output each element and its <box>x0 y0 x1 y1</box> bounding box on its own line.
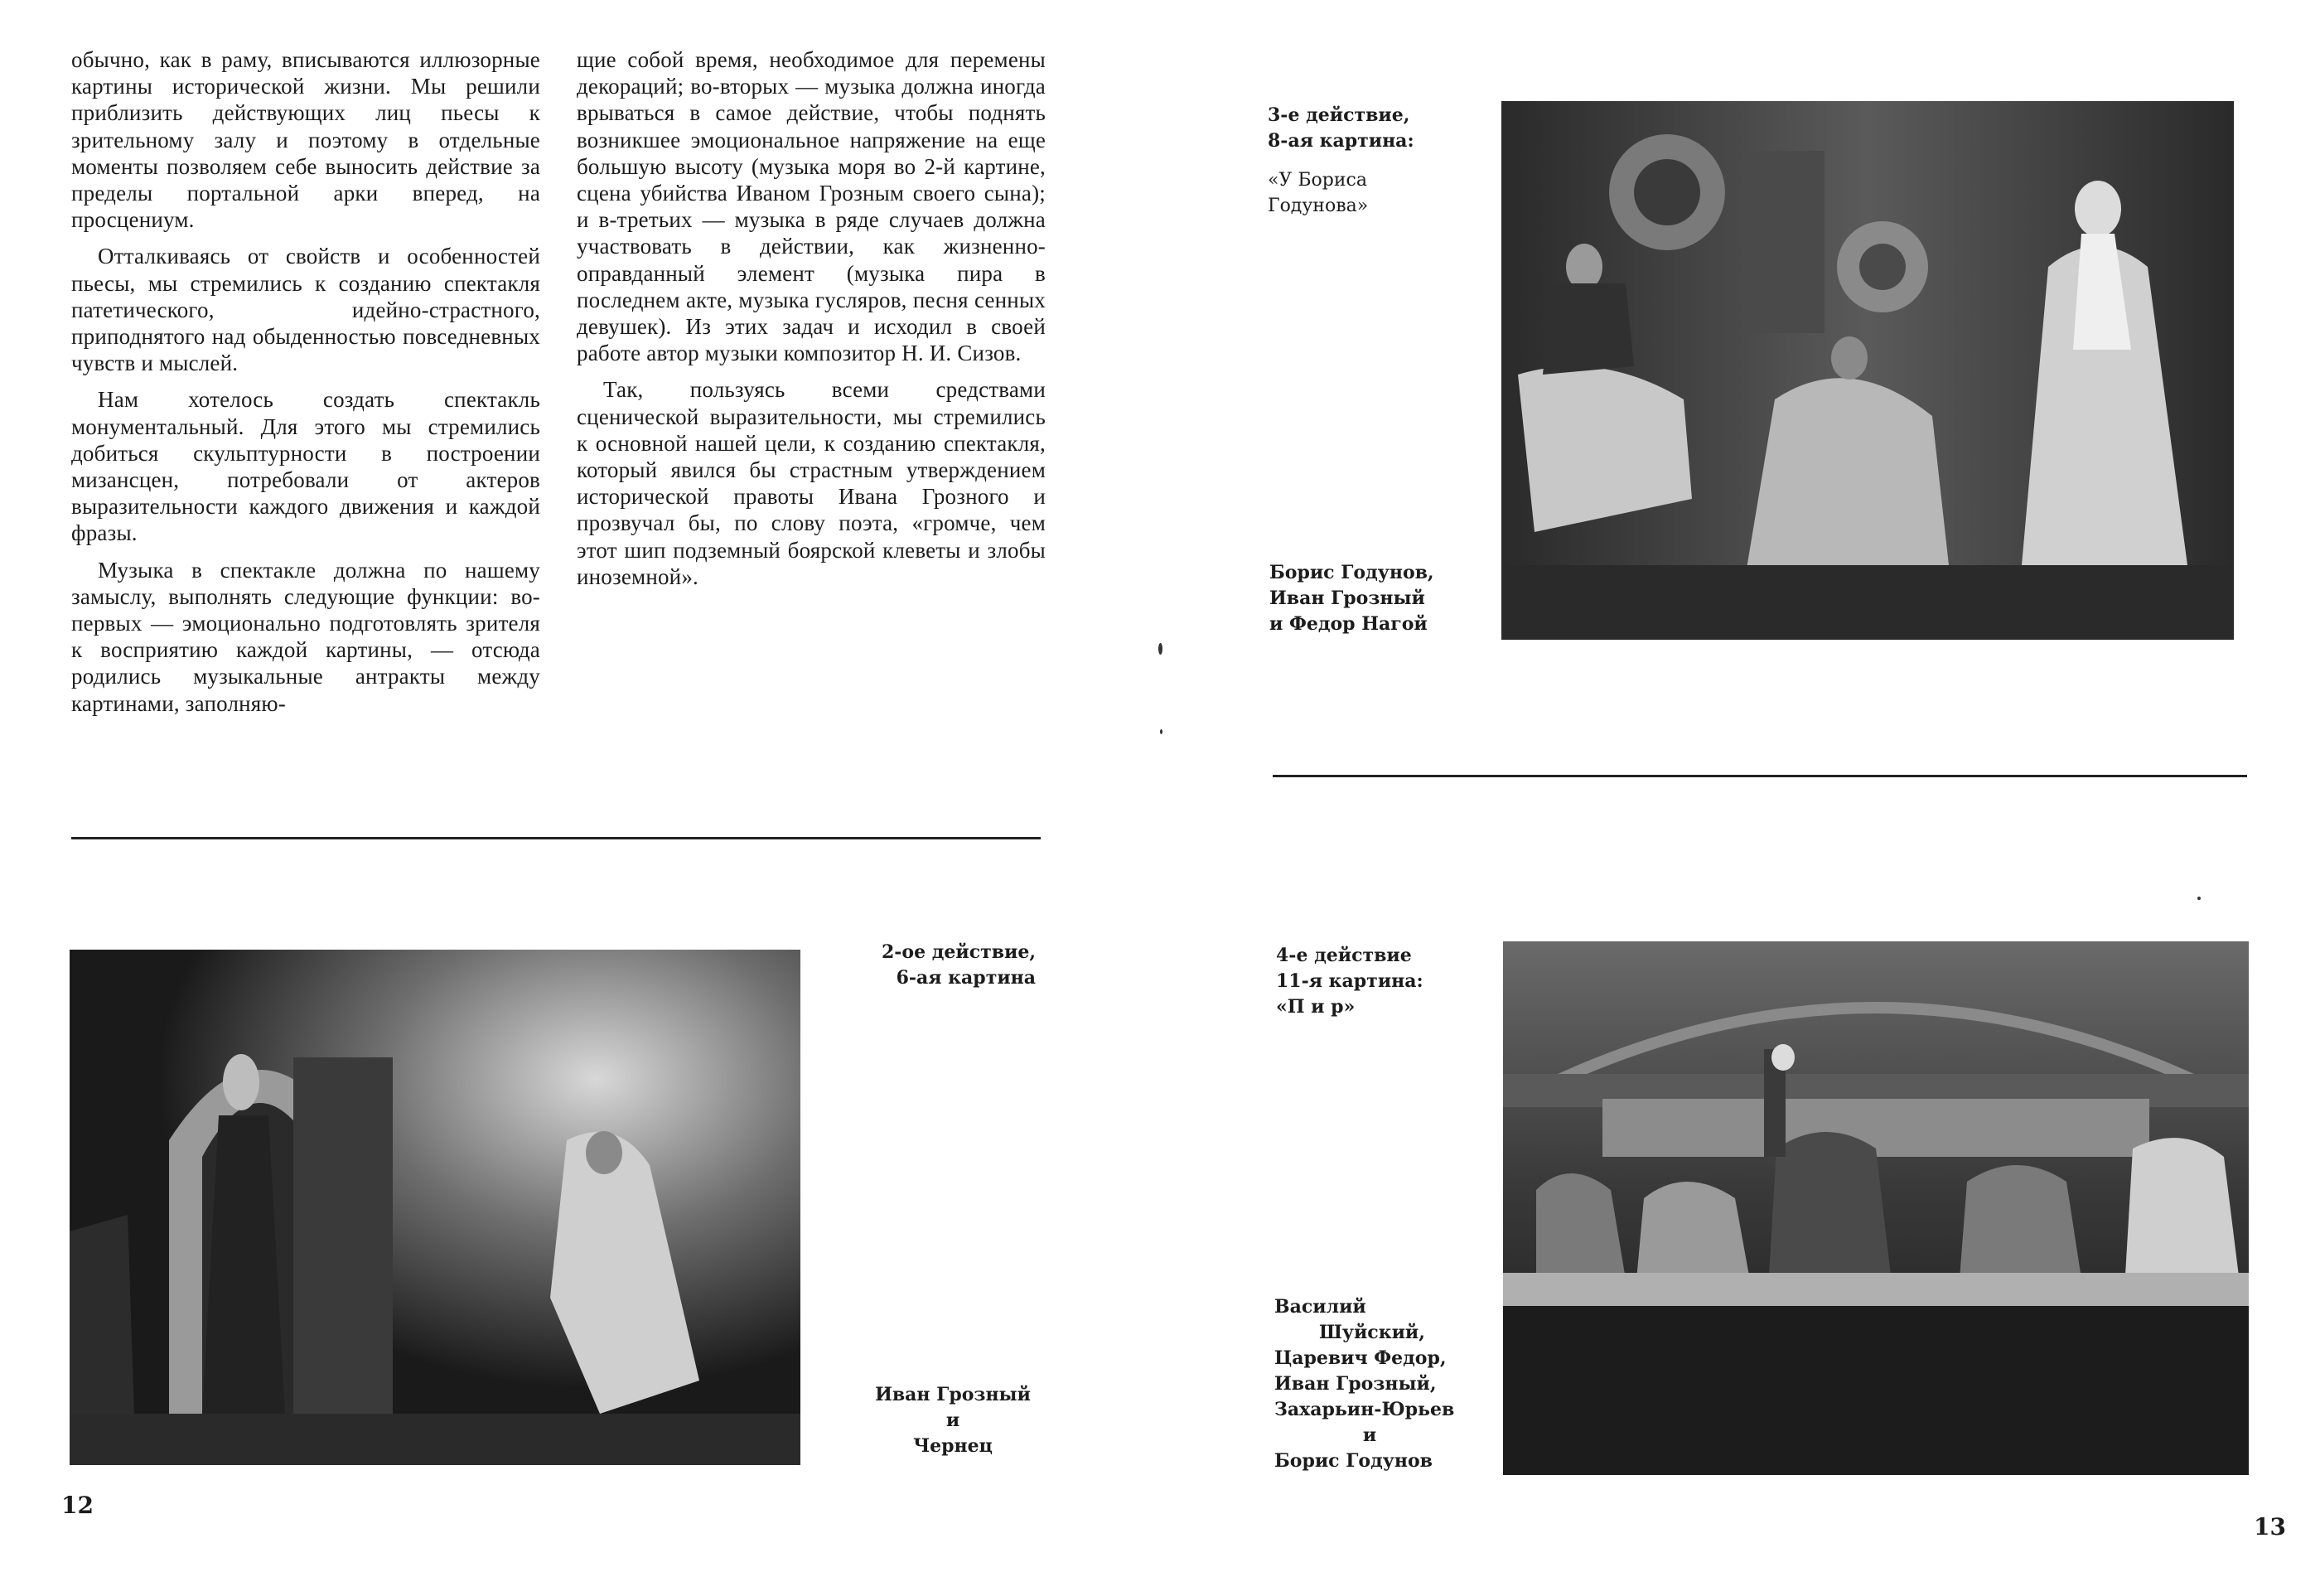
scan-speck <box>1158 643 1162 655</box>
page-number-right: 13 <box>2254 1513 2286 1540</box>
caption-line: «П и р» <box>1276 996 1356 1018</box>
caption-line: Чернец <box>913 1435 993 1457</box>
caption-line: Годунова» <box>1268 196 1369 216</box>
caption-act2 <box>862 940 1036 991</box>
caption-line: 2-ое действие, <box>881 941 1036 963</box>
caption-act3 <box>1268 103 1458 219</box>
caption-line: 8-ая картина: <box>1268 130 1414 152</box>
divider-rule <box>1273 775 2247 777</box>
paragraph: Музыка в спектакле должна по нашему замыслу, выполнять следующие функции: во-первых — эмоционально подготовлять зрителя к восприятию каждой картины, — отсюда родились музыкальные антракты между картинами, заполняю- <box>71 557 540 716</box>
paragraph: щие собой время, необходимое для перемены декораций; во-вторых — музыка должна иногда врываться в самое действие, чтобы поднять возникшее эмоциональное напряжение на еще большую высоту (музыка моря во 2-й картине, сцена убийства Иваном Грозным своего сына); и в-третьих — музыка в ряде случаев должна участвовать в действии, как жизненно-оправданный элемент (музыка пира в последнем акте, музыка гусляров, песня сенных девушек). Из этих задач и исходил в своей работе автор музыки композитор Н. И. Сизов. <box>577 47 1046 366</box>
caption-act2-cast <box>865 1382 1041 1459</box>
caption-line: 3-е действие, <box>1268 104 1410 126</box>
scan-speck <box>2197 897 2201 900</box>
caption-line: 6-ая картина <box>896 967 1036 989</box>
text-column-1 <box>71 46 540 727</box>
caption-line: 11-я картина: <box>1276 970 1423 992</box>
photo-act3-scene8 <box>1501 101 2234 640</box>
caption-line: 4-е действие <box>1276 945 1412 966</box>
caption-line: Царевич Федор, <box>1274 1347 1447 1369</box>
paragraph: Так, пользуясь всеми средствами сценической выразительности, мы стремились к основной нашей цели, к созданию спектакля, который явился бы страстным утверждением исторической правоты Ивана Грозного и прозвучал бы, по слову поэта, «громче, чем этот шип подземный боярской клеветы и злобы иноземной». <box>577 377 1046 589</box>
caption-line: Иван Грозный, <box>1274 1373 1437 1395</box>
caption-line: Борис Годунов <box>1274 1450 1433 1472</box>
caption-line: Захарьин-Юрьев <box>1274 1399 1455 1420</box>
photo-act4-scene11 <box>1503 941 2249 1475</box>
text-column-2 <box>577 46 1046 600</box>
caption-line: Шуйский, <box>1319 1322 1425 1343</box>
caption-act4 <box>1276 943 1475 1020</box>
page-number-left: 12 <box>61 1492 94 1519</box>
paragraph: Нам хотелось создать спектакль монументальный. Для этого мы стремились добиться скульптурности в построении мизансцен, потребовали от актеров выразительности каждого движения и каждой фразы. <box>71 387 540 546</box>
caption-act4-cast <box>1274 1294 1465 1474</box>
divider-rule <box>71 837 1041 839</box>
caption-line: и Федор Нагой <box>1269 613 1428 635</box>
paragraph: обычно, как в раму, вписываются иллюзорные картины исторической жизни. Мы решили приблизить действующих лиц пьесы к зрительному залу и поэтому в отдельные моменты позволяем себе выносить действие за пределы портальной арки вперед, на просцениум. <box>71 47 540 233</box>
caption-line: «У Бориса <box>1268 170 1367 191</box>
caption-line: Иван Грозный <box>875 1384 1031 1405</box>
scan-speck <box>1160 729 1162 734</box>
photo-act2-scene6 <box>70 950 800 1465</box>
caption-line: и <box>1362 1424 1377 1446</box>
caption-act3-cast <box>1269 560 1468 637</box>
caption-line: Борис Годунов, <box>1269 562 1434 583</box>
paragraph: Отталкиваясь от свойств и особенностей пьесы, мы стремились к созданию спектакля патетического, идейно-страстного, приподнятого над обыденностью повседневных чувств и мыслей. <box>71 244 540 376</box>
caption-line: Василий <box>1274 1296 1366 1318</box>
caption-line: Иван Грозный <box>1269 588 1425 609</box>
caption-line: и <box>945 1410 960 1431</box>
